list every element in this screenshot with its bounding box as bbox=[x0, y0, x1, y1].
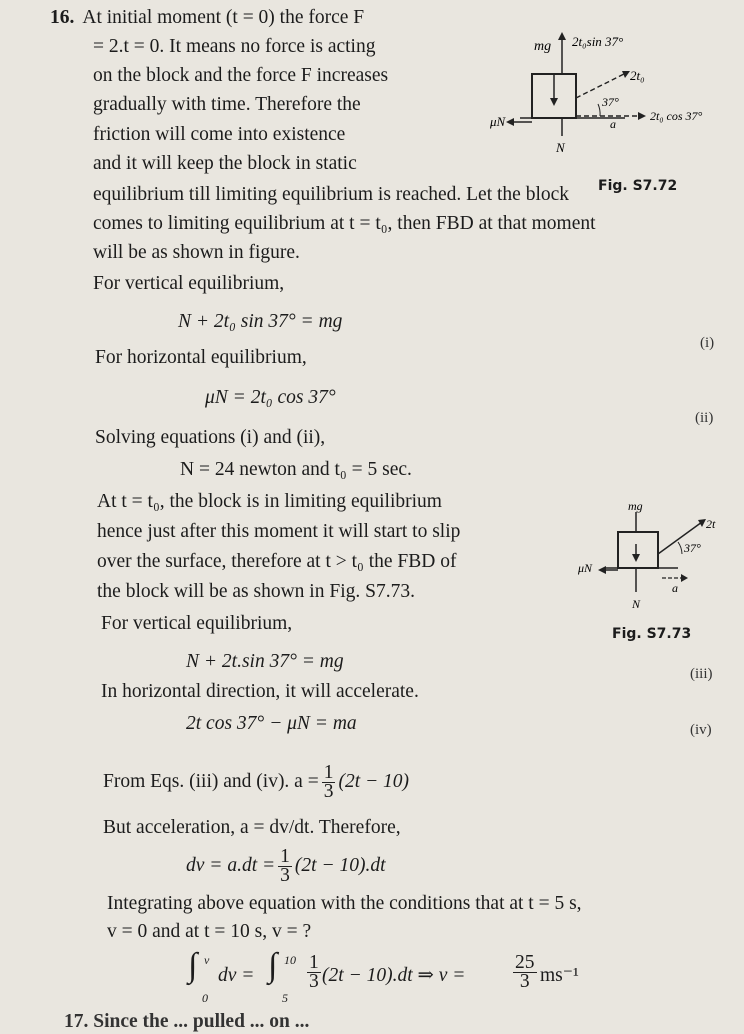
vertical-heading-1: For vertical equilibrium, bbox=[93, 273, 285, 294]
fig2-accel-label: a bbox=[672, 581, 678, 595]
fig1-right-force-label: 2t₀ cos 37° bbox=[650, 109, 703, 123]
intro-line-9: will be as shown in figure. bbox=[93, 242, 300, 263]
block-shape-2 bbox=[618, 532, 658, 568]
intro-line-7: equilibrium till limiting equilibrium is reached. Let the block bbox=[93, 184, 570, 205]
equation-3: N + 2t.sin 37° = mg bbox=[186, 651, 344, 672]
intro-line-8: comes to limiting equilibrium at t = t₀, then FBD at that moment bbox=[93, 213, 596, 234]
equation-3-number: (iii) bbox=[690, 666, 713, 682]
fig2-diag-force-label: 2t bbox=[706, 517, 716, 531]
solving-line: Solving equations (i) and (ii), bbox=[95, 427, 326, 448]
limiting-line-2: hence just after this moment it will start to slip bbox=[97, 521, 461, 542]
textbook-page: 16. At initial moment (t = 0) the force F = 2.t = 0. It means no force is acting on the block and the force F increases gradually with time. Therefore the friction will come into existence and it will keep the block in static equilibrium till limiting equilibrium is reached. Let the block comes to limiting equilibrium at t = t₀, then FBD at that moment will be as shown in figure. mg 2t₀sin 37° 2t₀ 37° a 2t₀ cos 37° μN N Fig. S7.72 For vertical equilibrium, N + 2t₀ sin 37° = mg (i) For horizontal equilibrium, μN = 2t₀ cos 37° (ii) Solving equations (i) and (ii), N = 24 newton and t₀ = 5 sec. At t = t₀, the block is in limiting equilibrium hence just after this moment it will start to slip over the surface, therefore at t > t₀ the FBD of the block will be as shown in Fig. S7.73. mg 2t 37° a μN N Fig. S7.73 For vertical equilibrium, N + 2t.sin 37° = mg (iii) In horizontal direction, it will accelerate. 2t cos 37° − μN = ma (iv) From Eqs. (iii) and (iv). a = $\frac{1}{3}$ (2t − 10) But acceleration, a = dv/dt. Therefore, dv = a.dt = $\frac{1}{3}$ (2t − 10).dt Integrating above equation with the conditions that at t = 5 s, v = 0 and at t = 10 s, v = ? ∫ v 0 dv = ∫ 10 5 $\frac{1}{3}$ (2t − 10).dt ⇒ v = $\frac{25}{3}$ ms⁻¹ 17. Since the ... pulled ... on ... bbox=[0, 0, 744, 1024]
fig2-angle-label: 37° bbox=[684, 541, 701, 555]
fraction-one-third-2: $\frac{1}{3}$ bbox=[280, 846, 290, 887]
result-unit: ms⁻¹ bbox=[540, 965, 579, 986]
fig1-normal-label: N bbox=[556, 140, 565, 155]
integral-sign-1: ∫ bbox=[188, 947, 198, 984]
fig2-mg-label: mg bbox=[628, 499, 643, 513]
fig2-normal-label: N bbox=[632, 597, 641, 611]
equation-4-number: (iv) bbox=[690, 722, 712, 738]
equation-1: N + 2t₀ sin 37° = mg bbox=[178, 311, 343, 332]
intro-line-6: and it will keep the block in static bbox=[93, 153, 357, 174]
vertical-heading-2: For vertical equilibrium, bbox=[101, 613, 293, 634]
integral-lower-0: 0 bbox=[202, 991, 208, 1005]
intro-line-4: gradually with time. Therefore the bbox=[93, 94, 361, 115]
intro-line-1: 16. At initial moment (t = 0) the force F bbox=[50, 7, 365, 28]
fig2-caption: Fig. S7.73 bbox=[612, 626, 692, 642]
intro-line-2: = 2.t = 0. It means no force is acting bbox=[93, 36, 376, 57]
fraction-one-third-3: $\frac{1}{3}$ bbox=[309, 952, 319, 992]
solution-line: N = 24 newton and t₀ = 5 sec. bbox=[180, 459, 412, 480]
accel-line: In horizontal direction, it will accelerate. bbox=[101, 681, 419, 702]
equation-4: 2t cos 37° − μN = ma bbox=[186, 713, 357, 734]
dv-line: dv = a.dt = $\frac{1}{3}$ (2t − 10).dt bbox=[186, 846, 386, 887]
fig1-diag-force-label: 2t₀ bbox=[630, 68, 645, 83]
intro-line-3: on the block and the force F increases bbox=[93, 65, 389, 86]
integral-upper-10: 10 bbox=[284, 953, 296, 967]
equation-1-number: (i) bbox=[700, 335, 715, 351]
horizontal-heading: For horizontal equilibrium, bbox=[95, 347, 307, 368]
fig1-caption: Fig. S7.72 bbox=[598, 178, 678, 194]
fig1-accel-label: a bbox=[610, 117, 616, 131]
fig1-friction-label: μN bbox=[490, 114, 506, 129]
fig1-mg-label: mg bbox=[534, 39, 552, 54]
figure-s7-72 bbox=[490, 28, 730, 198]
result-fraction: $\frac{25}{3}$ bbox=[515, 952, 535, 992]
intro-line-5: friction will come into existence bbox=[93, 124, 346, 145]
fig1-top-force-label: 2t₀sin 37° bbox=[572, 34, 624, 49]
question-number: 16. bbox=[50, 7, 75, 28]
fig2-friction-label: μN bbox=[578, 561, 593, 575]
integral-lower-5: 5 bbox=[282, 991, 288, 1005]
limiting-line-4: the block will be as shown in Fig. S7.73. bbox=[97, 581, 415, 602]
limiting-line-3: over the surface, therefore at t > t₀ the FBD of bbox=[97, 551, 457, 572]
fig1-angle-label: 37° bbox=[602, 95, 619, 109]
equation-2: μN = 2t₀ cos 37° bbox=[205, 387, 336, 408]
figure-s7-73 bbox=[578, 496, 742, 626]
but-accel-line: But acceleration, a = dv/dt. Therefore, bbox=[103, 817, 401, 838]
integrating-line-2: v = 0 and at t = 10 s, v = ? bbox=[107, 921, 312, 942]
integrating-line-1: Integrating above equation with the conditions that at t = 5 s, bbox=[107, 893, 582, 914]
integral-upper-v: v bbox=[204, 953, 210, 967]
from-eqs-line: From Eqs. (iii) and (iv). a = $\frac{1}{3}$ (2t − 10) bbox=[103, 762, 410, 803]
integral-sign-2: ∫ bbox=[268, 947, 278, 984]
limiting-line-1: At t = t₀, the block is in limiting equilibrium bbox=[97, 491, 442, 512]
footer-fragment: 17. Since the ... pulled ... on ... bbox=[64, 1011, 310, 1032]
equation-2-number: (ii) bbox=[695, 410, 714, 426]
fraction-one-third: $\frac{1}{3}$ bbox=[323, 762, 334, 803]
